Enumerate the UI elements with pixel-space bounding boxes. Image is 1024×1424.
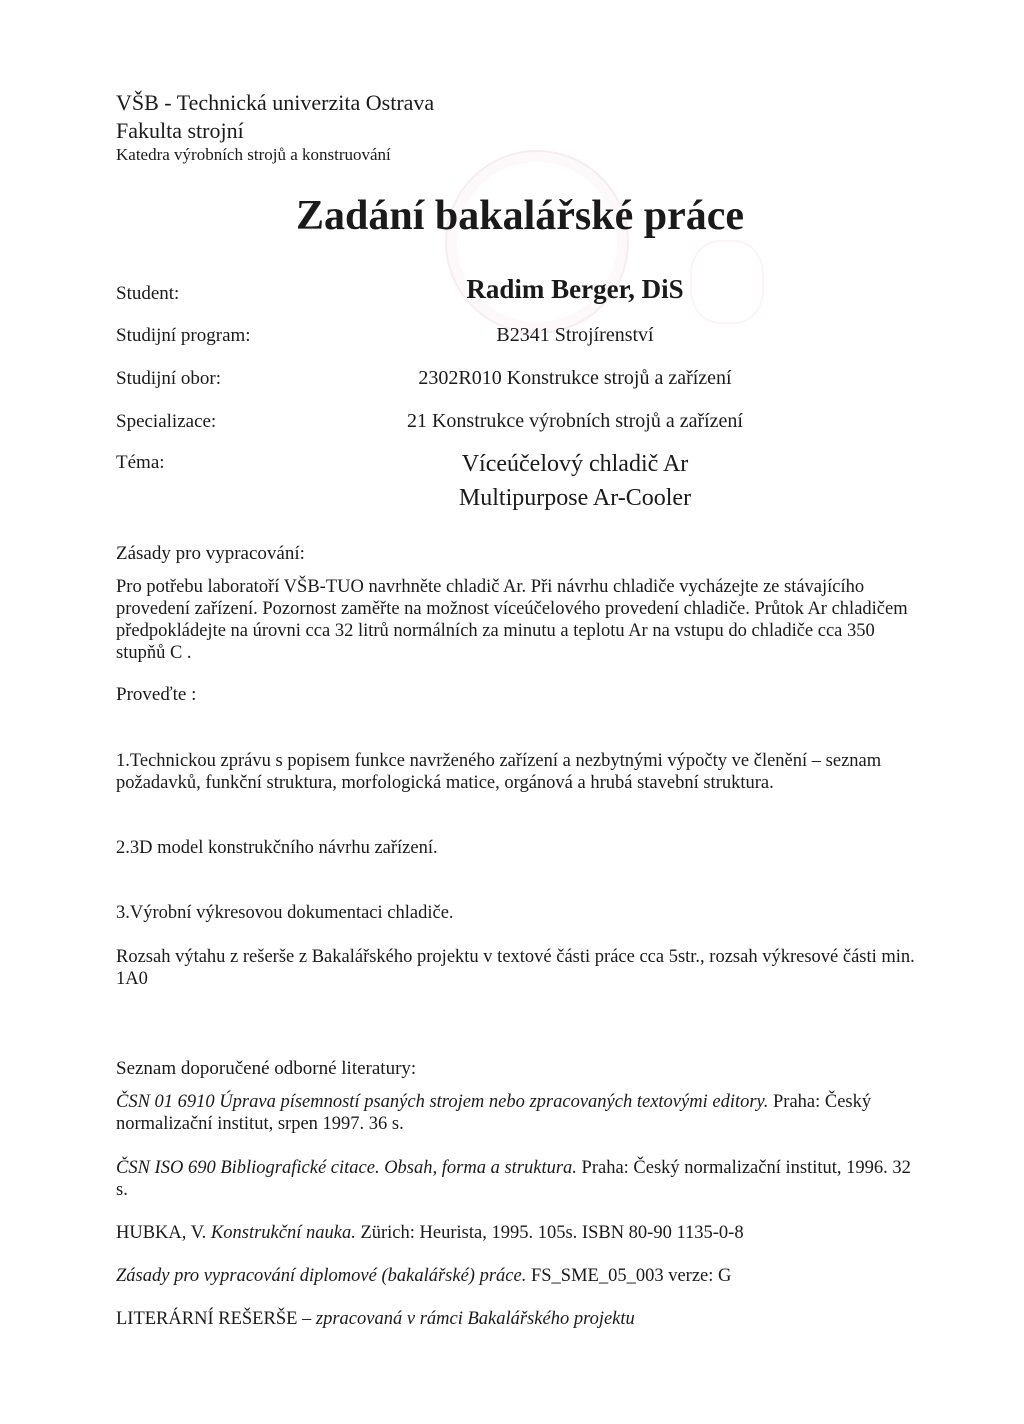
- program-label: Studijní program:: [116, 325, 251, 346]
- specialization-label: Specializace:: [116, 411, 217, 432]
- zasady-heading: Zásady pro vypracování:: [116, 543, 305, 564]
- literature-ref-2: [116, 1157, 926, 1201]
- literature-ref-1: [116, 1091, 926, 1135]
- specialization-value: 21 Konstrukce výrobních strojů a zařízení: [406, 410, 743, 432]
- document-title: Zadání bakalářské práce: [295, 193, 745, 239]
- ref-3-author: HUBKA, V.: [116, 1223, 211, 1243]
- ref-4-code: FS_SME_05_003 verze: G: [526, 1266, 732, 1286]
- ref-2-title: ČSN ISO 690 Bibliografické citace. Obsah, forma a struktura.: [116, 1158, 577, 1178]
- department-name: Katedra výrobních strojů a konstruování: [116, 145, 391, 164]
- literature-ref-4: [116, 1265, 926, 1287]
- obor-value: 2302R010 Konstrukce strojů a zařízení: [418, 367, 732, 389]
- ref-1-publisher: Praha: Český normalizační institut, srpen 1997. 36 s.: [116, 1092, 872, 1134]
- topic-english: Multipurpose Ar-Cooler: [458, 485, 692, 511]
- literature-ref-5: [116, 1308, 926, 1330]
- task-item-2: 2.3D model konstrukčního návrhu zařízení.: [116, 838, 438, 858]
- literature-ref-3: [116, 1222, 926, 1244]
- obor-label: Studijní obor:: [116, 368, 222, 389]
- topic-label: Téma:: [116, 452, 165, 473]
- task-item-3: 3.Výrobní výkresovou dokumentaci chladiče.: [116, 903, 454, 923]
- provedte-heading: Proveďte :: [116, 684, 197, 705]
- faint-stamp-mark: [445, 150, 629, 334]
- task-item-1: 1.Technickou zprávu s popisem funkce navrženého zařízení a nezbytnými výpočty ve členění – seznam požadavků, funkční struktura, morfologická matice, orgánová a hrubá stavební struktura.: [116, 751, 882, 793]
- ref-3-title: Konstrukční nauka.: [210, 1223, 356, 1243]
- ref-1-title: ČSN 01 6910 Úprava písemností psaných strojem nebo zpracovaných textovými editory.: [116, 1092, 769, 1112]
- topic-czech: Víceúčelový chladič Ar: [461, 451, 689, 477]
- ref-5-note: zpracovaná v rámci Bakalářského projektu: [315, 1309, 635, 1329]
- scope-text: Rozsah výtahu z rešerše z Bakalářského projektu v textové části práce cca 5str., rozsah výkresové části min. 1A0: [116, 947, 915, 989]
- university-name: VŠB - Technická univerzita Ostrava: [116, 90, 435, 115]
- student-label: Student:: [116, 283, 180, 304]
- ref-2-publisher: Praha: Český normalizační institut, 1996. 32 s.: [116, 1158, 911, 1200]
- literature-heading: Seznam doporučené odborné literatury:: [116, 1058, 417, 1079]
- program-value: B2341 Strojírenství: [496, 324, 654, 346]
- ref-3-publisher: Zürich: Heurista, 1995. 105s. ISBN 80-90 1135-0-8: [355, 1223, 744, 1243]
- ref-4-title: Zásady pro vypracování diplomové (bakalářské) práce.: [116, 1266, 527, 1286]
- zasady-text: Pro potřebu laboratoří VŠB-TUO navrhněte chladič Ar. Při návrhu chladiče vycházejte ze stávajícího provedení zařízení. Pozornost zaměřte na možnost víceúčelového provedení chladiče. Průtok Ar chladičem předpokládejte na úrovni cca 32 litrů normálních za minutu a teplotu Ar na vstupu do chladiče cca 350 stupňů C .: [116, 577, 908, 663]
- student-name: Radim Berger, DiS: [466, 274, 684, 304]
- faculty-name: Fakulta strojní: [116, 118, 244, 143]
- ref-5-label: LITERÁRNÍ REŠERŠE –: [116, 1309, 316, 1329]
